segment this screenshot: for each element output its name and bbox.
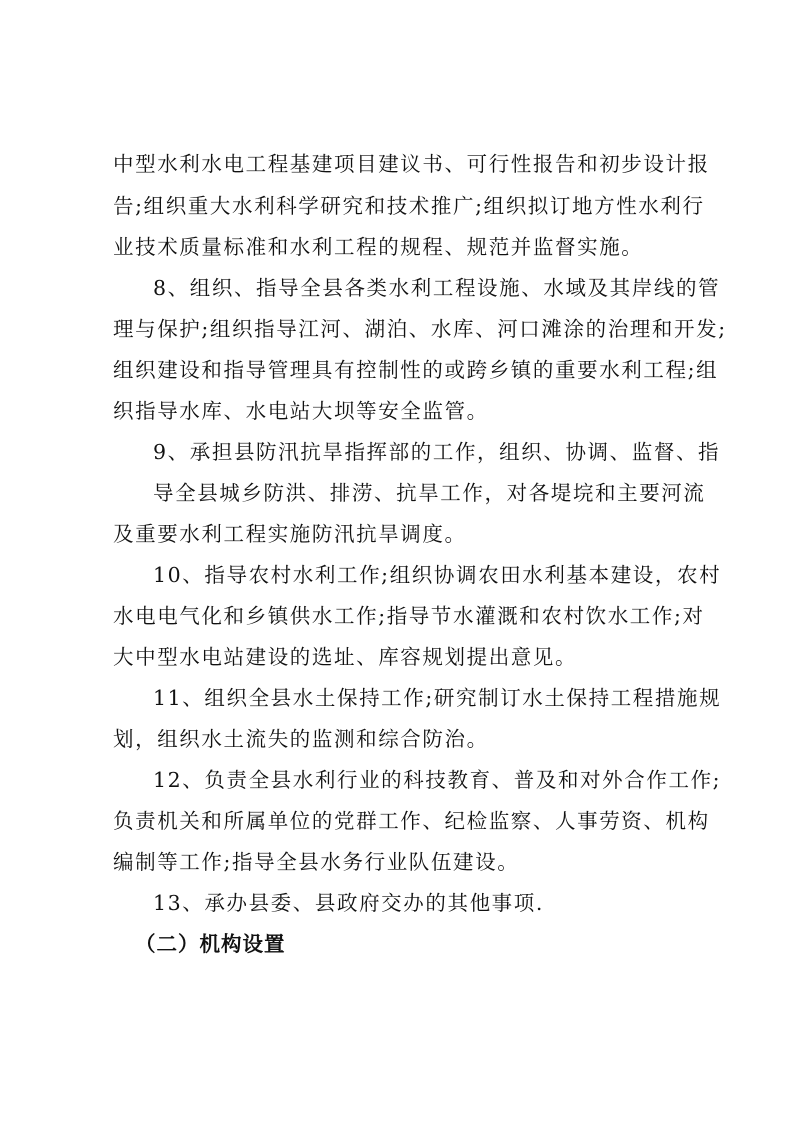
text-line: 划，组织水土流失的监测和综合防治。 <box>113 727 489 751</box>
text-line: 9、承担县防汛抗旱指挥部的工作，组织、协调、监督、指 <box>153 440 721 464</box>
text-line: 织指导水库、水电站大坝等安全监管。 <box>113 399 489 423</box>
text-line: 13、承办县委、县政府交办的其他事项. <box>153 891 545 915</box>
text-line: 12、负责全县水利行业的科技教育、普及和对外合作工作; <box>153 768 722 792</box>
text-line: 编制等工作;指导全县水务行业队伍建设。 <box>113 850 520 874</box>
text-line: 及重要水利工程实施防汛抗旱调度。 <box>113 522 467 546</box>
text-line: 告;组织重大水利科学研究和技术推广;组织拟订地方性水利行 <box>113 194 705 218</box>
text-line: 大中型水电站建设的选址、库容规划提出意见。 <box>113 645 578 669</box>
text-line: 负责机关和所属单位的党群工作、纪检监察、人事劳资、机构 <box>113 809 710 833</box>
text-line: 导全县城乡防洪、排涝、抗旱工作，对各堤垸和主要河流 <box>153 481 706 505</box>
text-line: 水电电气化和乡镇供水工作;指导节水灌溉和农村饮水工作;对 <box>113 604 705 628</box>
text-line: 10、指导农村水利工作;组织协调农田水利基本建设，农村 <box>153 563 722 587</box>
text-line: 组织建设和指导管理具有控制性的或跨乡镇的重要水利工程;组 <box>113 358 719 382</box>
text-line: 11、组织全县水土保持工作;研究制订水土保持工程措施规 <box>153 686 722 710</box>
text-line: 8、组织、指导全县各类水利工程设施、水域及其岸线的管 <box>153 276 721 300</box>
text-line: 理与保护;组织指导江河、湖泊、水库、河口滩涂的治理和开发; <box>113 317 727 341</box>
text-line: 中型水利水电工程基建项目建议书、可行性报告和初步设计报 <box>113 152 710 176</box>
text-line: 业技术质量标准和水利工程的规程、规范并监督实施。 <box>113 235 644 259</box>
section-heading: （二）机构设置 <box>135 932 286 956</box>
